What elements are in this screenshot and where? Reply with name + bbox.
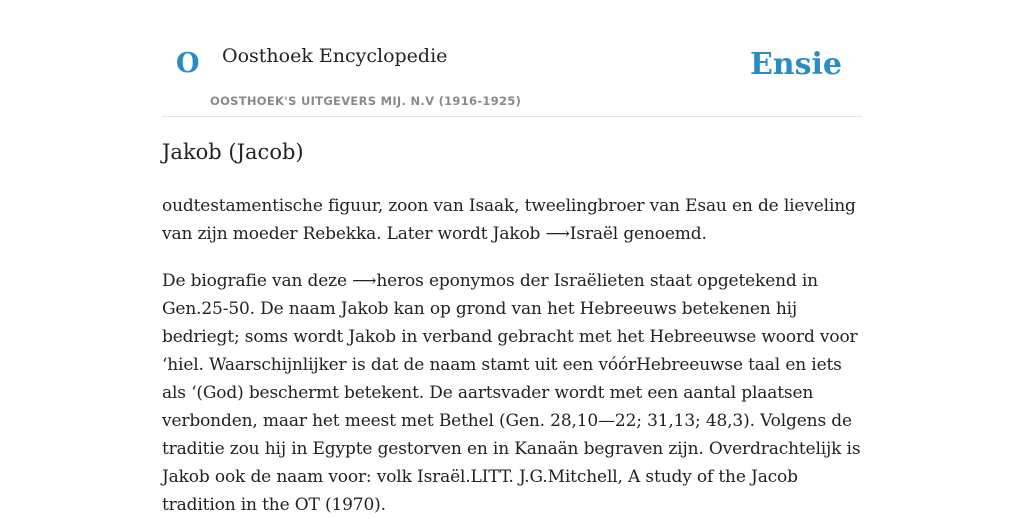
article-paragraph: oudtestamentische figuur, zoon van Isaak, tweelingbroer van Esau en de lieveling van zijn moeder Rebekka. Later wordt Jakob ⟶Israël genoemd.: [162, 196, 856, 244]
publication-logo[interactable]: O: [176, 48, 200, 79]
article-title: Jakob (Jacob): [162, 140, 304, 164]
article-paragraph: De biografie van deze ⟶heros eponymos der Israëlieten staat opgetekend in Gen.25-50. De naam Jakob kan op grond van het Hebreeuws betekenen hij bedriegt; soms wordt Jakob in verband gebracht met het Hebreeuwse woord voor ‘hiel. Waarschijnlijker is dat de naam stamt uit een vóórHebreeuwse taal en iets als ‘(God) beschermt betekent. De aartsvader wordt met een aantal plaatsen verbonden, maar het meest met Bethel (Gen. 28,10—22; 31,13; 48,3). Volgens de traditie zou hij in Egypte gestorven en in Kanaän begraven zijn. Overdrachtelijk is Jakob ook de naam voor: volk Israël.LITT. J.G.Mitchell, A study of the Jacob tradition in the OT (1970).: [162, 271, 861, 515]
page: [162, 0, 862, 515]
header: [162, 0, 862, 117]
publication-title[interactable]: Oosthoek Encyclopedie: [222, 45, 448, 67]
publication-subtitle: OOSTHOEK'S UITGEVERS MIJ. N.V (1916-1925): [210, 94, 522, 108]
ensie-logo[interactable]: Ensie: [749, 47, 842, 82]
